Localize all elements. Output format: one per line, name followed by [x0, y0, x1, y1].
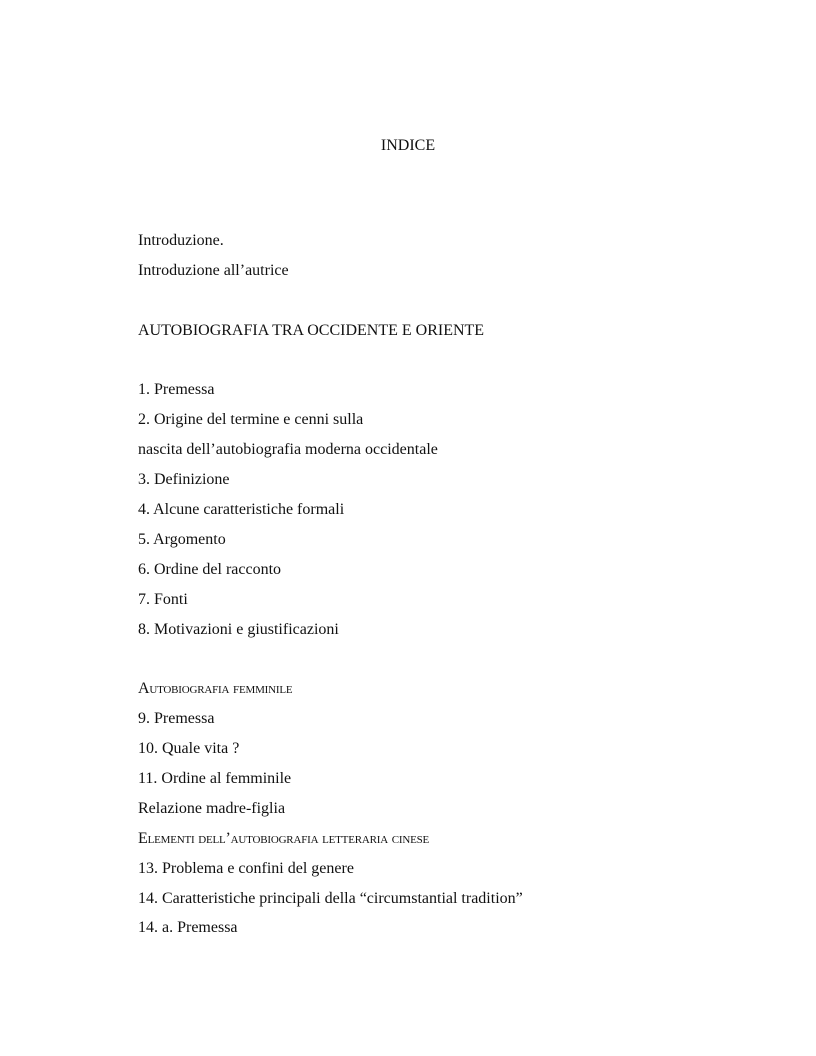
toc-entry: Relazione madre-figlia: [138, 799, 286, 817]
toc-entry: 11. Ordine al femminile: [138, 770, 292, 788]
toc-entry: 9. Premessa: [138, 710, 215, 728]
toc-entry: 8. Motivazioni e giustificazioni: [138, 620, 339, 638]
toc-entry: 14. a. Premessa: [138, 919, 238, 937]
section-heading-female-autobiography: Autobiografia femminile: [138, 680, 293, 698]
spacer: [138, 346, 698, 376]
toc-entry: 6. Ordine del racconto: [138, 560, 282, 578]
spacer: [138, 286, 698, 316]
toc-entry: 10. Quale vita ?: [138, 740, 240, 758]
page-title: INDICE: [380, 137, 436, 154]
spacer: [138, 644, 698, 674]
table-of-contents: [138, 226, 698, 943]
toc-entry: 2. Origine del termine e cenni sulla: [138, 411, 364, 429]
toc-entry-introduction: Introduzione.: [138, 232, 224, 249]
toc-entry: 1. Premessa: [138, 381, 215, 399]
toc-entry: 5. Argomento: [138, 530, 226, 548]
toc-entry: 4. Alcune caratteristiche formali: [138, 501, 345, 519]
section-heading-chinese-autobiography: Elementi dell’autobiografia letteraria cinese: [138, 829, 430, 847]
section-heading-autobiography: AUTOBIOGRAFIA TRA OCCIDENTE E ORIENTE: [138, 321, 485, 339]
toc-entry: 13. Problema e confini del genere: [138, 859, 354, 877]
toc-entry-author-introduction: Introduzione all’autrice: [138, 261, 289, 279]
toc-entry: 3. Definizione: [138, 471, 230, 489]
toc-entry: 14. Caratteristiche principali della “circumstantial tradition”: [138, 889, 523, 907]
toc-entry: 7. Fonti: [138, 590, 188, 608]
toc-entry: nascita dell’autobiografia moderna occidentale: [138, 441, 438, 459]
